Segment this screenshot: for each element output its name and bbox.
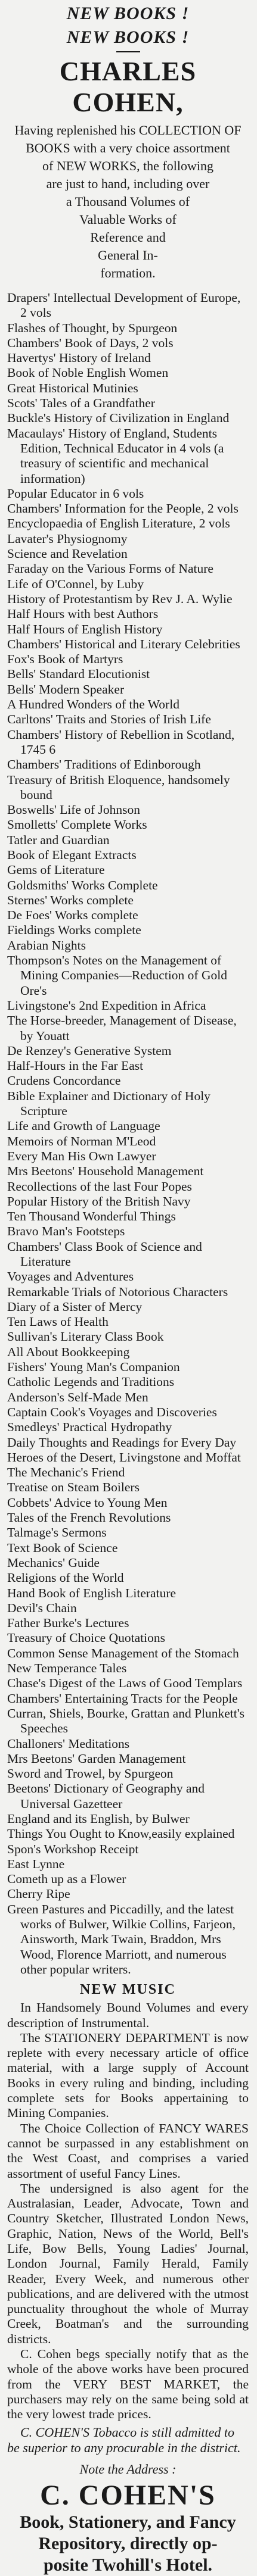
book-list-item: Fishers' Young Man's Companion [7, 1360, 180, 1375]
intro-line: General In- [98, 248, 158, 263]
book-list [7, 291, 249, 1977]
book-list-item: Anderson's Self-Made Men [7, 1390, 148, 1404]
book-list-item: Life of O'Connel, by Luby [7, 576, 144, 591]
headline-new-books-1: NEW BOOKS ! [66, 4, 190, 23]
book-list-item: New Temperance Tales [7, 1661, 127, 1676]
book-list-item: Great Historical Mutinies [7, 380, 138, 395]
book-list-item: History of Protestantism by Rev J. A. Wylie [7, 591, 233, 606]
book-list-item: Voyages and Adventures [7, 1269, 134, 1284]
book-list-item: Chambers' Traditions of Edinborough [7, 757, 201, 772]
new-music-heading: NEW MUSIC [80, 1982, 176, 1998]
book-list-item: Cometh up as a Flower [7, 1872, 126, 1887]
book-list-item: Treasury of British Eloquence, handsomely bound [7, 772, 230, 802]
book-list-item: Recollections of the last Four Popes [7, 1179, 192, 1194]
book-list-item: De Renzey's Generative System [7, 1043, 172, 1058]
book-list-item: Spon's Workshop Receipt [7, 1841, 139, 1856]
book-list-item: Father Burke's Lectures [7, 1616, 129, 1631]
book-list-item: Chambers' History of Rebellion in Scotland, 1745 6 [7, 727, 235, 757]
notice-paragraph: In Handsomely Bound Volumes and every description of Instrumental. [7, 2000, 249, 2030]
book-list-item: Bells' Standard Elocutionist [7, 667, 150, 682]
intro-line: a Thousand Volumes of [66, 194, 190, 209]
book-list-item: Diary of a Sister of Mercy [7, 1299, 143, 1314]
book-list-item: Captain Cook's Voyages and Discoveries [7, 1404, 217, 1419]
notice-paragraph: The STATIONERY DEPARTMENT is now replete with every necessary article of office material, with a large supply of Account Books in every ruling and binding, including complete sets for Books appertaining to Mining Companies. [7, 2030, 249, 2121]
book-list-item: Cobbets' Advice to Young Men [7, 1495, 168, 1510]
notice-paragraph: C. Cohen begs specially notify that as the whole of the above works have been procured from the VERY BEST MARKET, the purchasers may rely on the same being sold at the very lowest trade prices. [7, 2347, 249, 2422]
book-list-item: Chambers' Book of Days, 2 vols [7, 335, 174, 350]
book-list-item: Treasury of Choice Quotations [7, 1631, 165, 1645]
book-list-item: Remarkable Trials of Notorious Characters [7, 1284, 228, 1299]
footer-line-3: posite Twohill's Hotel. [43, 2555, 213, 2575]
book-list-item: Talmage's Sermons [7, 1525, 107, 1540]
intro-line: BOOKS with a very choice assortment [26, 140, 230, 155]
book-list-item: Life and Growth of Language [7, 1119, 160, 1134]
footer-name: C. COHEN'S [40, 2479, 216, 2511]
book-list-item: Livingstone's 2nd Expedition in Africa [7, 998, 206, 1013]
book-list-item: Things You Ought to Know,easily explained [7, 1826, 235, 1841]
book-list-item: Scots' Tales of a Grandfather [7, 396, 155, 411]
book-list-item: Sullivan's Literary Class Book [7, 1329, 164, 1344]
book-list-item: Daily Thoughts and Readings for Every Day [7, 1435, 237, 1450]
book-list-item: Lavater's Physiognomy [7, 531, 128, 546]
intro-line: of NEW WORKS, the following [42, 158, 213, 173]
book-list-item: Heroes of the Desert, Livingstone and Moffat [7, 1450, 241, 1465]
book-list-item: Popular History of the British Navy [7, 1194, 191, 1209]
book-list-item: Chambers' Information for the People, 2 vols [7, 501, 239, 516]
book-list-item: Mechanics' Guide [7, 1555, 100, 1570]
tobacco-note: C. COHEN'S Tobacco is still admitted to be superior to any procurable in the district. [7, 2424, 241, 2455]
book-list-item: Boswells' Life of Johnson [7, 803, 141, 817]
book-list-item: Text Book of Science [7, 1540, 118, 1555]
book-list-item: Chambers' Historical and Literary Celebrities [7, 636, 240, 651]
book-list-item: Smolletts' Complete Works [7, 817, 147, 832]
book-list-item: Macaulays' History of England, Students Edition, Technical Educator in 4 vols (a treasury of scientific and mechanical information) [7, 426, 224, 486]
book-list-item: All About Bookkeeping [7, 1344, 130, 1359]
book-list-item: Arabian Nights [7, 938, 86, 953]
advertisement-page [0, 4, 257, 2575]
book-list-item: Chambers' Class Book of Science and Literature [7, 1239, 202, 1269]
book-list-item: Beetons' Dictionary of Geography and Universal Gazetteer [7, 1781, 205, 1811]
book-list-item: Carltons' Traits and Stories of Irish Life [7, 712, 211, 727]
book-list-item: Sternes' Works complete [7, 892, 134, 907]
book-list-item: Drapers' Intellectual Development of Europe, 2 vols [7, 291, 241, 320]
book-list-item: Flashes of Thought, by Spurgeon [7, 320, 178, 335]
book-list-item: Tales of the French Revolutions [7, 1510, 171, 1525]
book-list-item: Half-Hours in the Far East [7, 1058, 144, 1073]
book-list-item: Book of Elegant Extracts [7, 847, 137, 862]
book-list-item: Memoirs of Norman M'Leod [7, 1134, 156, 1148]
book-list-item: Hand Book of English Literature [7, 1585, 177, 1600]
footer-line-1: Book, Stationery, and Fancy [20, 2512, 236, 2532]
book-list-item: Smedleys' Practical Hydropathy [7, 1420, 172, 1435]
notice-paragraph: The undersigned is also agent for the Australasian, Leader, Advocate, Town and Country Sketcher, Illustrated London News, Graphic, Nation, News of the World, Bell's Life, Bow Bells, Young Ladies' Journal, London Journal, Family Herald, Family Reader, Every Week, and numerous other publications, and are delivered with the utmost punctuality throughout the whole of Murray Creek, Boatman's and the surrounding districts. [7, 2181, 249, 2346]
intro-text [11, 121, 245, 282]
notice-paragraph: The Choice Collection of FANCY WARES cannot be surpassed in any establishment on the West Coast, and comprises a varied assortment of useful Fancy Lines. [7, 2121, 249, 2181]
book-list-item: Fox's Book of Martyrs [7, 652, 123, 667]
address-note: Note the Address : [79, 2461, 177, 2477]
book-list-item: Ten Thousand Wonderful Things [7, 1209, 176, 1224]
intro-line: formation. [100, 266, 156, 280]
book-list-item: Tatler and Guardian [7, 832, 110, 847]
book-list-item: Common Sense Management of the Stomach [7, 1645, 239, 1660]
book-list-item: Gems of Literature [7, 863, 105, 878]
book-list-item: The Mechanic's Friend [7, 1465, 125, 1480]
book-list-item: Fieldings Works complete [7, 923, 141, 938]
book-list-item: Buckle's History of Civilization in England [7, 411, 230, 426]
book-list-item: Treatise on Steam Boilers [7, 1480, 140, 1495]
book-list-item: Chambers' Entertaining Tracts for the People [7, 1691, 238, 1706]
book-list-item: Half Hours of English History [7, 622, 163, 636]
book-list-item: Havertys' History of Ireland [7, 351, 151, 366]
book-list-item: Sword and Trowel, by Spurgeon [7, 1766, 174, 1781]
book-list-item: Bells' Modern Speaker [7, 682, 125, 697]
book-list-item: Chase's Digest of the Laws of Good Templars [7, 1676, 243, 1691]
book-list-item: England and its English, by Bulwer [7, 1811, 190, 1826]
book-list-item: Goldsmiths' Works Complete [7, 878, 158, 892]
book-list-item: Green Pastures and Piccadilly, and the latest works of Bulwer, Wilkie Collins, Farjeon, Ainsworth, Mark Twain, Braddon, Mrs Wood, Florence Marriott, and numerous other popular writers. [7, 1901, 236, 1977]
intro-line: Valuable Works of [79, 212, 177, 227]
book-list-item: Mrs Beetons' Household Management [7, 1164, 204, 1179]
book-list-item: Ten Laws of Health [7, 1314, 109, 1329]
book-list-item: Science and Revelation [7, 547, 128, 561]
book-list-item: Bible Explainer and Dictionary of Holy Scripture [7, 1088, 210, 1119]
headline-new-books-2: NEW BOOKS ! [66, 27, 190, 47]
book-list-item: Catholic Legends and Traditions [7, 1375, 175, 1390]
book-list-item: Bravo Man's Footsteps [7, 1224, 125, 1239]
book-list-item: Devil's Chain [7, 1600, 77, 1615]
book-list-item: Curran, Shiels, Bourke, Grattan and Plunkett's Speeches [7, 1706, 244, 1736]
book-list-item: De Foes' Works complete [7, 908, 138, 923]
advertiser-name: CHARLES COHEN, [59, 56, 197, 117]
short-rule [116, 51, 140, 52]
book-list-item: East Lynne [7, 1856, 65, 1871]
intro-line: Reference and [90, 230, 166, 245]
book-list-item: Religions of the World [7, 1570, 124, 1585]
book-list-item: Faraday on the Various Forms of Nature [7, 561, 213, 576]
book-list-item: The Horse-breeder, Management of Disease, by Youatt [7, 1013, 237, 1043]
book-list-item: Crudens Concordance [7, 1073, 121, 1088]
notice-paragraphs [7, 2000, 249, 2422]
book-list-item: Mrs Beetons' Garden Management [7, 1751, 186, 1766]
intro-line: Having replenished his COLLECTION OF [14, 123, 241, 138]
footer-line-2: Repository, directly op- [38, 2533, 218, 2553]
book-list-item: Book of Noble English Women [7, 366, 169, 380]
intro-line: are just to hand, including over [46, 176, 210, 191]
book-list-item: Challoners' Meditations [7, 1736, 130, 1751]
book-list-item: A Hundred Wonders of the World [7, 697, 179, 712]
book-list-item: Cherry Ripe [7, 1887, 70, 1901]
book-list-item: Thompson's Notes on the Management of Mining Companies—Reduction of Gold Ore's [7, 953, 227, 998]
book-list-item: Popular Educator in 6 vols [7, 486, 144, 501]
book-list-item: Encyclopaedia of English Literature, 2 vols [7, 516, 230, 531]
book-list-item: Half Hours with best Authors [7, 607, 159, 622]
book-list-item: Every Man His Own Lawyer [7, 1148, 156, 1163]
